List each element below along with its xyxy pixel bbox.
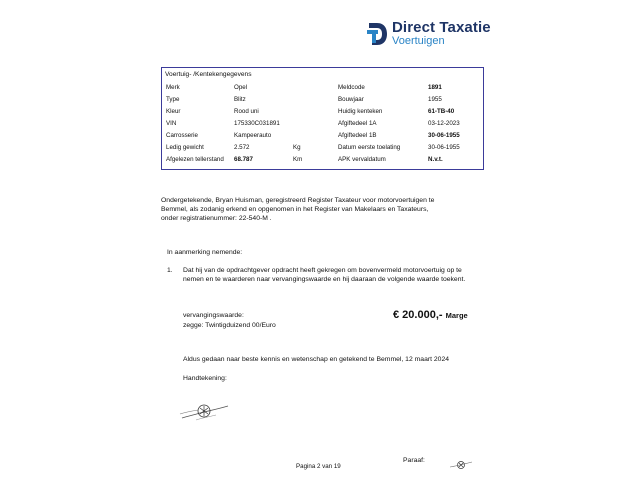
value-kleur: Rood uni: [234, 108, 259, 115]
value-vin: 175330C031891: [234, 120, 280, 127]
signature-scribble-icon: [178, 398, 232, 424]
label-huidig-kenteken: Huidig kenteken: [338, 108, 383, 115]
value-huidig-kenteken: 61-TB-40: [428, 108, 455, 115]
label-afgiftedeel-1a: Afgiftedeel 1A: [338, 120, 377, 127]
label-merk: Merk: [166, 84, 180, 91]
value-carrosserie: Kampeerauto: [234, 132, 272, 139]
value-meldcode: 1891: [428, 84, 442, 91]
brand-subtitle: Voertuigen: [392, 35, 445, 47]
consideration-text: [183, 266, 465, 284]
label-ledig-gewicht: Ledig gewicht: [166, 144, 204, 151]
consideration-line: nemen en te waarderen naar vervangingswaarde en hij daaraan de volgende waarde toekent.: [183, 276, 466, 283]
paraaf-scribble-icon: [448, 458, 474, 472]
label-kleur: Kleur: [166, 108, 181, 115]
paraaf-label: Paraaf:: [403, 457, 425, 464]
direct-taxatie-logo-icon: [366, 21, 388, 47]
value-bouwjaar: 1955: [428, 96, 442, 103]
brand-title: Direct Taxatie: [392, 19, 491, 36]
label-eerste-toelating: Datum eerste toelating: [338, 144, 401, 151]
label-carrosserie: Carrosserie: [166, 132, 198, 139]
valuation-amount: [393, 309, 468, 321]
value-eerste-toelating: 30-06-1955: [428, 144, 460, 151]
consideration-heading: In aanmerking nemende:: [167, 249, 243, 256]
consideration-number: 1.: [167, 267, 173, 274]
value-apk-vervaldatum: N.v.t.: [428, 156, 443, 163]
consideration-line: Dat hij van de opdrachtgever opdracht heeft gekregen om bovenvermeld motorvoertuig op te: [183, 267, 462, 274]
label-vin: VIN: [166, 120, 177, 127]
label-apk-vervaldatum: APK vervaldatum: [338, 156, 386, 163]
intro-line: onder registratienummer: 22-540-M .: [161, 215, 272, 222]
company-logo: [366, 20, 491, 47]
amount-value: € 20.000,-: [393, 309, 443, 321]
intro-line: Ondergetekende, Bryan Huisman, geregistreerd Register Taxateur voor motorvoertuigen te: [161, 197, 435, 204]
label-type: Type: [166, 96, 180, 103]
valuation-words: zegge: Twintigduizend 00/Euro: [183, 322, 276, 329]
label-bouwjaar: Bouwjaar: [338, 96, 364, 103]
label-afgiftedeel-1b: Afgiftedeel 1B: [338, 132, 377, 139]
label-meldcode: Meldcode: [338, 84, 365, 91]
closing-statement: Aldus gedaan naar beste kennis en wetenschap en getekend te Bemmel, 12 maart 2024: [183, 356, 450, 363]
unit-kg: Kg: [293, 144, 301, 151]
page-number: Pagina 2 van 19: [296, 463, 341, 470]
value-merk: Opel: [234, 84, 248, 91]
vehicle-details-box: [161, 67, 484, 170]
intro-line: Bemmel, als zodanig erkend en opgenomen in het Register van Makelaars en Taxateurs,: [161, 206, 429, 213]
label-tellerstand: Afgelezen tellerstand: [166, 156, 224, 163]
value-afgiftedeel-1a: 03-12-2023: [428, 120, 460, 127]
value-tellerstand: 68.787: [234, 156, 253, 163]
value-type: Blitz: [234, 96, 246, 103]
value-ledig-gewicht: 2.572: [234, 144, 250, 151]
value-afgiftedeel-1b: 30-06-1955: [428, 132, 460, 139]
unit-km: Km: [293, 156, 303, 163]
signature-label: Handtekening:: [183, 375, 227, 382]
amount-suffix: Marge: [445, 311, 468, 320]
valuation-label: vervangingswaarde:: [183, 312, 244, 319]
vehicle-details-heading: Voertuig- /Kentekengegevens: [165, 71, 252, 78]
intro-paragraph: [161, 196, 434, 223]
